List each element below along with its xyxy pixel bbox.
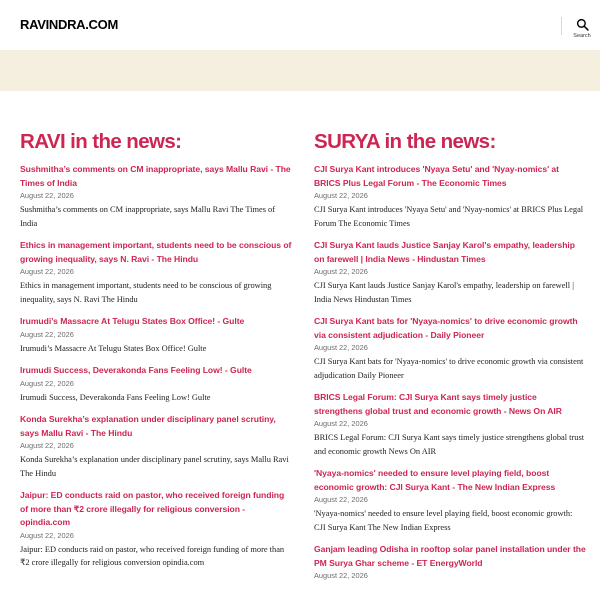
news-title-link[interactable]: BRICS Legal Forum: CJI Surya Kant says timely justice strengthens global trust and economic growth - News On AIR xyxy=(314,392,562,416)
news-title-link[interactable]: Irumudi’s Massacre At Telugu States Box Office! - Gulte xyxy=(20,316,245,326)
news-summary: Sushmitha’s comments on CM inappropriate, says Mallu Ravi The Times of India xyxy=(20,205,276,228)
news-date: August 22, 2026 xyxy=(314,495,368,504)
search-icon xyxy=(576,18,589,31)
news-date: August 22, 2026 xyxy=(314,191,368,200)
news-summary: Irumudi Success, Deverakonda Fans Feeling Low! Gulte xyxy=(20,392,211,402)
surya-news-heading: SURYA in the news: xyxy=(314,130,496,153)
hero-band xyxy=(0,50,600,91)
news-title-link[interactable]: Ethics in management important, students need to be conscious of growing inequality, says N. Ravi - The Hindu xyxy=(20,240,292,264)
search-toggle-button[interactable] xyxy=(568,16,596,44)
site-header xyxy=(0,0,600,50)
news-item xyxy=(314,467,586,534)
news-summary: Konda Surekha’s explanation under disciplinary panel scrutiny, says Mallu Ravi The Hindu xyxy=(20,455,289,478)
ravi-news-list xyxy=(20,163,292,570)
news-summary: 'Nyaya-nomics' needed to ensure level playing field, boost economic growth: CJI Surya Kant The New Indian Express xyxy=(314,509,573,532)
news-item xyxy=(20,413,292,480)
news-item xyxy=(314,239,586,306)
news-title-link[interactable]: Ganjam leading Odisha in rooftop solar panel installation under the PM Surya Ghar scheme - ET EnergyWorld xyxy=(314,544,586,568)
news-date: August 22, 2026 xyxy=(20,441,74,450)
news-item xyxy=(314,391,586,458)
ravi-news-heading: RAVI in the news: xyxy=(20,130,182,153)
header-divider xyxy=(561,17,562,35)
news-title-link[interactable]: CJI Surya Kant bats for 'Nyaya-nomics' to drive economic growth via consistent adjudication - Daily Pioneer xyxy=(314,316,578,340)
news-item xyxy=(20,163,292,230)
news-date: August 22, 2026 xyxy=(20,378,74,388)
search-label: Search xyxy=(573,33,591,39)
news-date: August 22, 2026 xyxy=(314,343,368,352)
news-title-link[interactable]: Jaipur: ED conducts raid on pastor, who received foreign funding of more than ₹2 crore illegally for religious conversion - opindia.com xyxy=(20,490,285,527)
news-item xyxy=(20,489,292,570)
ravi-news-column xyxy=(20,130,292,579)
news-date: August 22, 2026 xyxy=(20,329,74,339)
news-item xyxy=(20,315,292,355)
news-summary: Ethics in management important, students need to be conscious of growing inequality, says N. Ravi The Hindu xyxy=(20,281,272,304)
news-date: August 22, 2026 xyxy=(20,267,74,276)
news-item xyxy=(314,543,586,582)
news-summary: Jaipur: ED conducts raid on pastor, who received foreign funding of more than ₹2 crore illegally for religious conversion opindia.com xyxy=(20,544,285,567)
site-title-link[interactable]: RAVINDRA.COM xyxy=(20,17,118,32)
news-title-link[interactable]: Irumudi Success, Deverakonda Fans Feeling Low! - Gulte xyxy=(20,365,252,375)
news-summary: CJI Surya Kant lauds Justice Sanjay Karol's empathy, leadership on farewell | India News Hindustan Times xyxy=(314,281,574,304)
news-date: August 22, 2026 xyxy=(314,419,368,428)
news-date: August 22, 2026 xyxy=(314,571,368,580)
surya-news-list xyxy=(314,163,586,582)
news-item xyxy=(314,163,586,230)
news-title-link[interactable]: Konda Surekha’s explanation under disciplinary panel scrutiny, says Mallu Ravi - The Hindu xyxy=(20,414,276,438)
surya-news-column xyxy=(314,130,586,591)
news-item xyxy=(20,239,292,306)
news-title-link[interactable]: 'Nyaya-nomics' needed to ensure level playing field, boost economic growth: CJI Surya Kant - The New Indian Express xyxy=(314,468,556,492)
news-title-link[interactable]: Sushmitha’s comments on CM inappropriate, says Mallu Ravi - The Times of India xyxy=(20,164,291,188)
news-title-link[interactable]: CJI Surya Kant introduces 'Nyaya Setu' and 'Nyay-nomics' at BRICS Plus Legal Forum - The Economic Times xyxy=(314,164,559,188)
news-title-link[interactable]: CJI Surya Kant lauds Justice Sanjay Karol's empathy, leadership on farewell | India News - Hindustan Times xyxy=(314,240,575,264)
news-summary: CJI Surya Kant bats for 'Nyaya-nomics' to drive economic growth via consistent adjudication Daily Pioneer xyxy=(314,357,584,380)
news-date: August 22, 2026 xyxy=(20,191,74,200)
news-summary: CJI Surya Kant introduces 'Nyaya Setu' and 'Nyay-nomics' at BRICS Plus Legal Forum The Economic Times xyxy=(314,205,584,228)
news-summary: Irumudi’s Massacre At Telugu States Box Office! Gulte xyxy=(20,343,207,353)
news-summary: BRICS Legal Forum: CJI Surya Kant says timely justice strengthens global trust and economic growth News On AIR xyxy=(314,433,585,456)
news-item xyxy=(314,315,586,382)
news-date: August 22, 2026 xyxy=(314,267,368,276)
news-date: August 22, 2026 xyxy=(20,530,74,540)
news-item xyxy=(20,364,292,404)
